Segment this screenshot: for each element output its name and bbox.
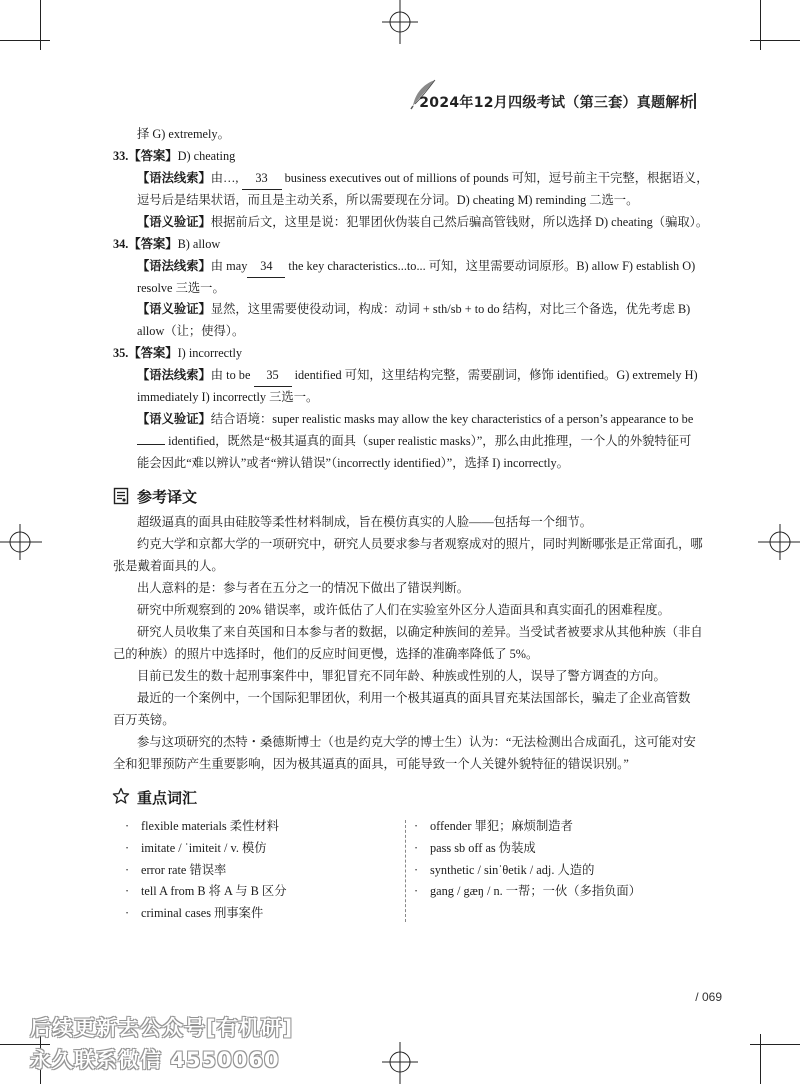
crop-mark [40,0,41,50]
q35-semantic-line2 [137,431,691,452]
q33-blank: 33 [242,168,282,190]
crop-mark [750,40,800,41]
registration-mark-bottom [380,1040,420,1084]
crop-mark [760,0,761,50]
vocab-text: pass sb off as 伪装成 [430,841,536,855]
q34-answer [113,234,220,255]
crop-mark [760,1034,761,1084]
q34-semantic-tag: 【语义验证】 [137,302,211,316]
vocab-item: · tell A from B 将 A 与 B 区分 [125,884,287,898]
q35-blank: 35 [254,365,292,387]
header-divider [694,93,696,109]
vocab-text: criminal cases 刑事案件 [141,906,264,920]
translation-line: 约克大学和京都大学的一项研究中，研究人员要求参与者观察成对的照片，同时判断哪张是正常面孔，哪 [137,537,703,551]
q35-semantic [137,409,693,430]
translation-line: 张是戴着面具的人。 [113,559,224,573]
q34-grammar-pre: 由 may [210,259,248,273]
q35-grammar-line2: immediately I) incorrectly 三选一。 [137,390,319,404]
q35-grammar-pre: 由 to be [210,368,251,382]
vocab-text: error rate 错误率 [141,863,227,877]
q35-grammar-tag: 【语法线索】 [137,368,211,382]
translation-line: 出人意料的是：参与者在五分之一的情况下做出了错误判断。 [137,581,470,595]
q35-semantic-blank [137,444,165,445]
q33-grammar-post: business executives out of millions of pounds 可知，逗号前主干完整，根据语义， [284,171,709,185]
q33-grammar-line2: 逗号后是结果状语，而且是主动关系，所以需要现在分词。D) cheating M) reminding 二选一。 [137,193,639,207]
vocab-divider [405,820,406,922]
q34-semantic [137,299,690,320]
vocab-item: · offender 罪犯；麻烦制造者 [414,819,573,833]
registration-mark-left [0,522,44,562]
q33-grammar-tag: 【语法线索】 [137,171,211,185]
q35-answer-label: 35.【答案】 [113,346,178,360]
vocab-item: · imitate / ˈimiteit / v. 模仿 [125,841,267,855]
q34-semantic-line2: allow（让；使得）。 [137,324,245,338]
vocab-item: · flexible materials 柔性材料 [125,819,279,833]
registration-mark-top [380,0,420,46]
q34-answer-label: 34.【答案】 [113,237,178,251]
vocab-text: imitate / ˈimiteit / v. 模仿 [141,841,267,855]
translation-line: 全和犯罪预防产生重要影响，因为极其逼真的面具，可能导致一个人关键外貌特征的错误识别。” [113,757,629,771]
q33-answer [113,146,235,167]
star-icon [112,787,130,805]
vocab-heading: 重点词汇 [137,789,198,807]
q34-grammar-post: the key characteristics...to... 可知，这里需要动词原形。B) allow F) establish O) [288,259,696,273]
translation-line: 超级逼真的面具由硅胶等柔性材料制成，旨在模仿真实的人脸——包括每一个细节。 [137,515,592,529]
vocab-item: · criminal cases 刑事案件 [125,906,264,920]
translation-line: 最近的一个案例中，一个国际犯罪团伙，利用一个极其逼真的面具冒充某法国部长，骗走了企业高管数 [137,691,691,705]
translation-heading: 参考译文 [137,488,198,506]
translation-line: 目前已发生的数十起刑事案件中，罪犯冒充不同年龄、种族或性别的人，误导了警方调查的方向。 [137,669,666,683]
q35-semantic-text: 结合语境：super realistic masks may allow the key characteristics of a person’s appearance to be [210,412,694,426]
crop-mark [750,1044,800,1045]
q33-semantic-text: 根据前后文，这里是说：犯罪团伙伪装自己然后骗高管钱财，所以选择 D) cheating（骗取）。 [210,215,709,229]
q33-grammar-pre: 由…, [210,171,239,185]
q35-semantic-line3: 能会因此“难以辨认”或者“辨认错误”（incorrectly identified）”，选择 I) incorrectly。 [137,456,569,470]
document-icon [113,487,129,505]
translation-line: 百万英镑。 [113,713,175,727]
q33-semantic [137,212,708,233]
translation-line: 研究人员收集了来自英国和日本参与者的数据，以确定种族间的差异。当受试者被要求从其他种族（非自 [137,625,703,639]
vocab-item: · error rate 错误率 [125,863,227,877]
q33-answer-label: 33.【答案】 [113,149,178,163]
page-number: / 069 [695,990,722,1004]
q35-semantic-line2-text: identified，既然是“极其逼真的面具（super realistic masks）”，那么由此推理，一个人的外貌特征可 [168,434,692,448]
q35-answer [113,343,242,364]
q34-semantic-text: 显然，这里需要使役动词，构成：动词 + sth/sb + to do 结构，对比三个备选，优先考虑 B) [210,302,691,316]
watermark-line2: 永久联系微信 4550060 [30,1048,280,1072]
vocab-text: flexible materials 柔性材料 [141,819,279,833]
vocab-item: · gang / gæŋ / n. 一帮；一伙（多指负面） [414,884,642,898]
q33-semantic-tag: 【语义验证】 [137,215,211,229]
q33-answer-value: D) cheating [177,149,236,163]
q33-grammar [137,168,709,190]
q35-grammar [137,365,698,387]
vocab-text: tell A from B 将 A 与 B 区分 [141,884,287,898]
q35-grammar-post: identified 可知，这里结构完整，需要副词，修饰 identified。G) extremely H) [294,368,698,382]
q34-grammar [137,256,695,278]
carryover-line: 择 G) extremely。 [137,127,230,141]
crop-mark [0,40,50,41]
translation-line: 参与这项研究的杰特・桑德斯博士（也是约克大学的博士生）认为：“无法检测出合成面孔，这可能对安 [137,735,696,749]
vocab-text: gang / gæŋ / n. 一帮；一伙（多指负面） [430,884,642,898]
vocab-item: · synthetic / sinˈθetik / adj. 人造的 [414,863,595,877]
q34-answer-value: B) allow [177,237,221,251]
vocab-text: synthetic / sinˈθetik / adj. 人造的 [430,863,595,877]
watermark-line1: 后续更新去公众号[有机研] [30,1016,294,1040]
q34-blank: 34 [247,256,285,278]
translation-line: 己的种族）的照片中选择时，他们的反应时间更慢，选择的准确率降低了 5%。 [113,647,539,661]
translation-line: 研究中所观察到的 20% 错误率，或许低估了人们在实验室外区分人造面具和真实面孔的困难程度。 [137,603,670,617]
q35-answer-value: I) incorrectly [177,346,243,360]
q34-grammar-tag: 【语法线索】 [137,259,211,273]
vocab-text: offender 罪犯；麻烦制造者 [430,819,573,833]
q35-semantic-tag: 【语义验证】 [137,412,211,426]
registration-mark-right [756,522,800,562]
page-header-title: 2024年12月四级考试（第三套）真题解析 [419,95,694,111]
q34-grammar-line2: resolve 三选一。 [137,281,225,295]
vocab-item: · pass sb off as 伪装成 [414,841,536,855]
